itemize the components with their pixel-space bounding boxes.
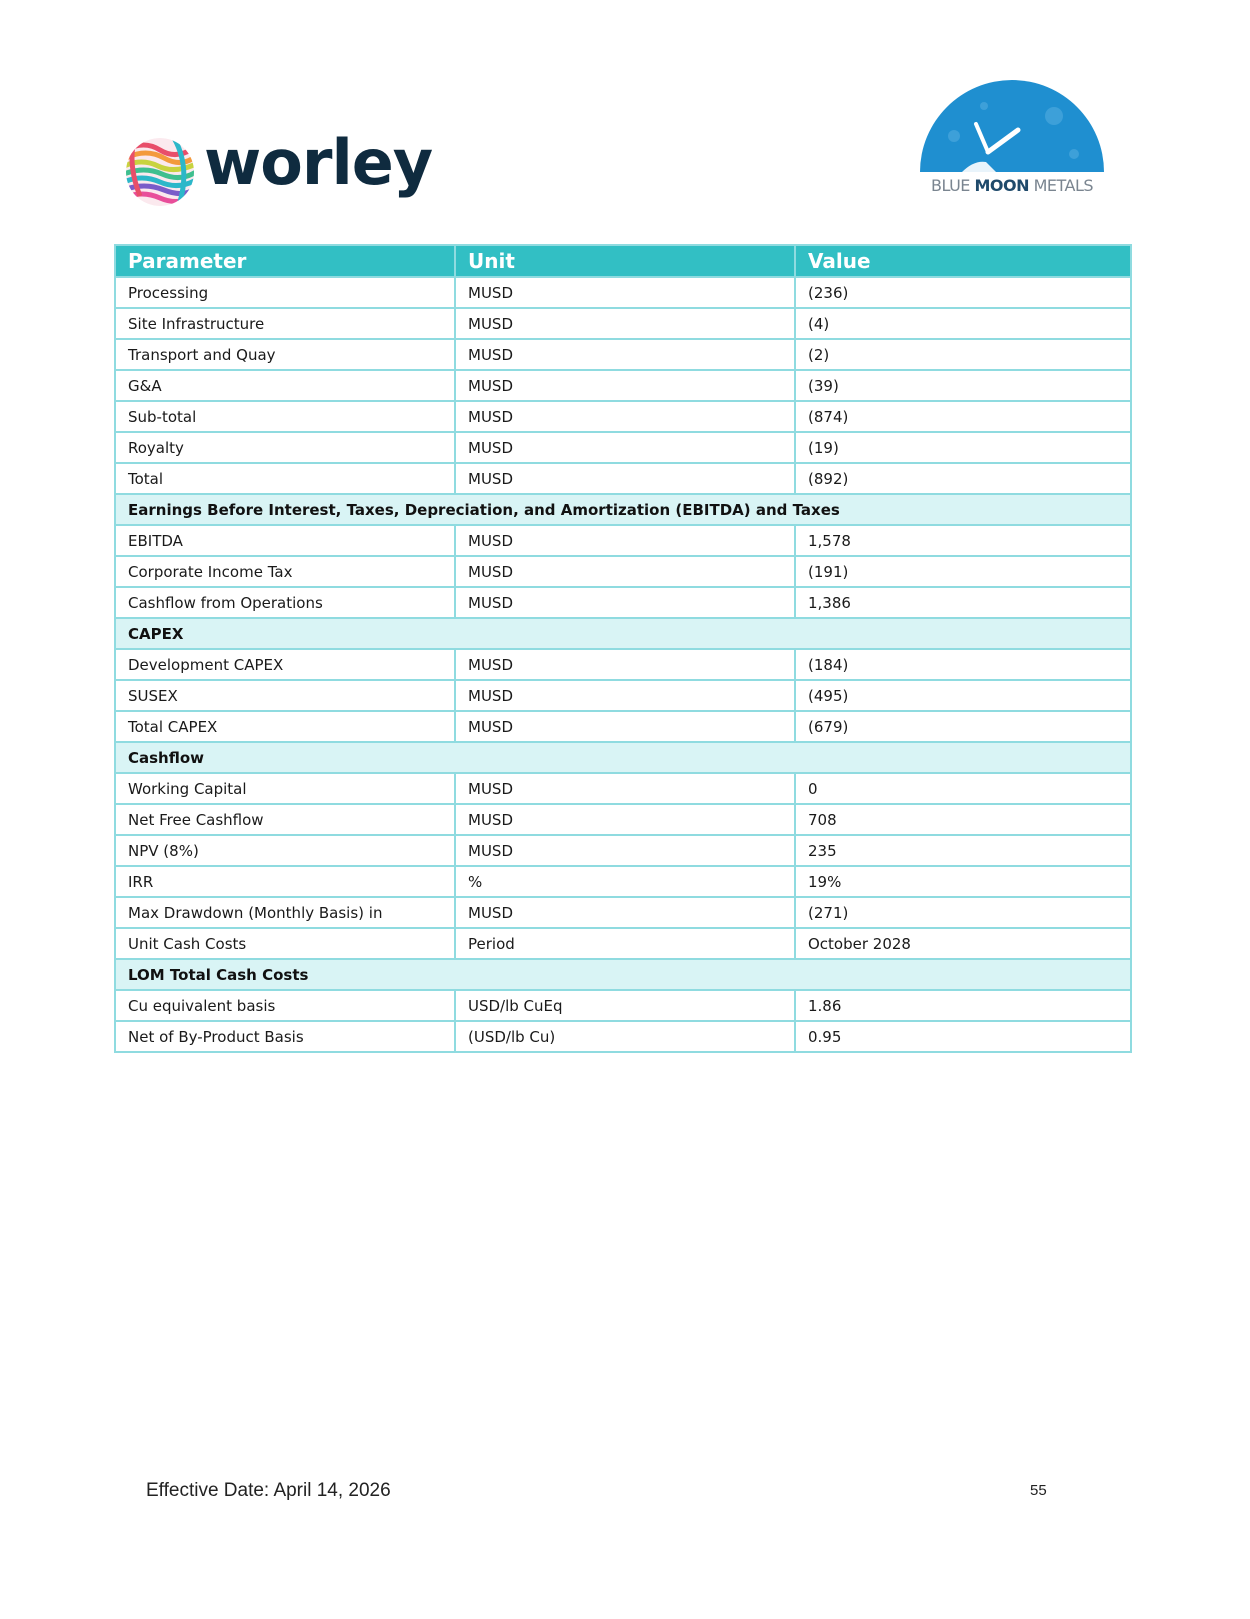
value-cell: (679): [795, 711, 1131, 742]
value-cell: (874): [795, 401, 1131, 432]
table-row: [115, 587, 1131, 618]
worley-wordmark: worley: [204, 126, 433, 199]
parameter-cell: Net of By-Product Basis: [115, 1021, 455, 1052]
table-row: [115, 1021, 1131, 1052]
value-cell: (191): [795, 556, 1131, 587]
parameter-cell: Max Drawdown (Monthly Basis) in: [115, 897, 455, 928]
parameter-cell: Net Free Cashflow: [115, 804, 455, 835]
table-row: [115, 680, 1131, 711]
page-number: 55: [1030, 1482, 1047, 1499]
unit-cell: MUSD: [455, 463, 795, 494]
value-cell: 0: [795, 773, 1131, 804]
table-row: [115, 773, 1131, 804]
unit-cell: MUSD: [455, 804, 795, 835]
table-row: [115, 401, 1131, 432]
unit-cell: MUSD: [455, 277, 795, 308]
parameter-cell: IRR: [115, 866, 455, 897]
column-header-value: Value: [795, 245, 1131, 277]
moon-clock-icon: [914, 76, 1110, 176]
section-header-row: [115, 618, 1131, 649]
worley-logo: [124, 126, 444, 212]
unit-cell: USD/lb CuEq: [455, 990, 795, 1021]
parameter-cell: Corporate Income Tax: [115, 556, 455, 587]
table-row: [115, 277, 1131, 308]
unit-cell: Period: [455, 928, 795, 959]
unit-cell: (USD/lb Cu): [455, 1021, 795, 1052]
value-cell: (2): [795, 339, 1131, 370]
unit-cell: MUSD: [455, 711, 795, 742]
value-cell: (495): [795, 680, 1131, 711]
parameter-cell: G&A: [115, 370, 455, 401]
section-label: CAPEX: [115, 618, 1131, 649]
table-row: [115, 432, 1131, 463]
table-row: [115, 835, 1131, 866]
value-cell: (236): [795, 277, 1131, 308]
blue-moon-metals-wordmark: BLUE MOON METALS: [930, 176, 1094, 195]
value-cell: 19%: [795, 866, 1131, 897]
table-row: [115, 556, 1131, 587]
section-label: Cashflow: [115, 742, 1131, 773]
unit-cell: MUSD: [455, 835, 795, 866]
blue-moon-metals-logo: [914, 76, 1110, 206]
unit-cell: MUSD: [455, 401, 795, 432]
unit-cell: MUSD: [455, 339, 795, 370]
table-row: [115, 370, 1131, 401]
value-cell: 1,386: [795, 587, 1131, 618]
unit-cell: MUSD: [455, 370, 795, 401]
effective-date: Effective Date: April 14, 2026: [146, 1480, 391, 1501]
value-cell: 1,578: [795, 525, 1131, 556]
section-label: LOM Total Cash Costs: [115, 959, 1131, 990]
table-row: [115, 990, 1131, 1021]
value-cell: (892): [795, 463, 1131, 494]
parameter-cell: Working Capital: [115, 773, 455, 804]
table-row: [115, 897, 1131, 928]
column-header-unit: Unit: [455, 245, 795, 277]
unit-cell: MUSD: [455, 649, 795, 680]
value-cell: 1.86: [795, 990, 1131, 1021]
unit-cell: MUSD: [455, 556, 795, 587]
economic-results-table: [114, 244, 1132, 1053]
section-header-row: [115, 959, 1131, 990]
table-row: [115, 339, 1131, 370]
unit-cell: MUSD: [455, 525, 795, 556]
parameter-cell: Sub-total: [115, 401, 455, 432]
parameter-cell: SUSEX: [115, 680, 455, 711]
table-header-row: [115, 245, 1131, 277]
table-row: [115, 711, 1131, 742]
unit-cell: MUSD: [455, 587, 795, 618]
value-cell: October 2028: [795, 928, 1131, 959]
parameter-cell: NPV (8%): [115, 835, 455, 866]
table-row: [115, 928, 1131, 959]
parameter-cell: Cashflow from Operations: [115, 587, 455, 618]
section-header-row: [115, 494, 1131, 525]
value-cell: (184): [795, 649, 1131, 680]
worley-globe-icon: [124, 136, 196, 208]
section-label: Earnings Before Interest, Taxes, Depreciation, and Amortization (EBITDA) and Taxes: [115, 494, 1131, 525]
parameter-cell: Site Infrastructure: [115, 308, 455, 339]
parameter-cell: Processing: [115, 277, 455, 308]
table-row: [115, 804, 1131, 835]
column-header-parameter: Parameter: [115, 245, 455, 277]
unit-cell: MUSD: [455, 897, 795, 928]
unit-cell: MUSD: [455, 432, 795, 463]
section-header-row: [115, 742, 1131, 773]
table-row: [115, 649, 1131, 680]
parameter-cell: Unit Cash Costs: [115, 928, 455, 959]
table-body: [115, 277, 1131, 1052]
parameter-cell: Total CAPEX: [115, 711, 455, 742]
value-cell: (4): [795, 308, 1131, 339]
value-cell: (271): [795, 897, 1131, 928]
parameter-cell: Transport and Quay: [115, 339, 455, 370]
value-cell: (39): [795, 370, 1131, 401]
table-row: [115, 525, 1131, 556]
parameter-cell: Total: [115, 463, 455, 494]
value-cell: (19): [795, 432, 1131, 463]
value-cell: 0.95: [795, 1021, 1131, 1052]
unit-cell: MUSD: [455, 680, 795, 711]
value-cell: 235: [795, 835, 1131, 866]
table-row: [115, 866, 1131, 897]
parameter-cell: Development CAPEX: [115, 649, 455, 680]
table-row: [115, 463, 1131, 494]
parameter-cell: Cu equivalent basis: [115, 990, 455, 1021]
value-cell: 708: [795, 804, 1131, 835]
parameter-cell: Royalty: [115, 432, 455, 463]
table-row: [115, 308, 1131, 339]
unit-cell: MUSD: [455, 773, 795, 804]
unit-cell: %: [455, 866, 795, 897]
parameter-cell: EBITDA: [115, 525, 455, 556]
unit-cell: MUSD: [455, 308, 795, 339]
